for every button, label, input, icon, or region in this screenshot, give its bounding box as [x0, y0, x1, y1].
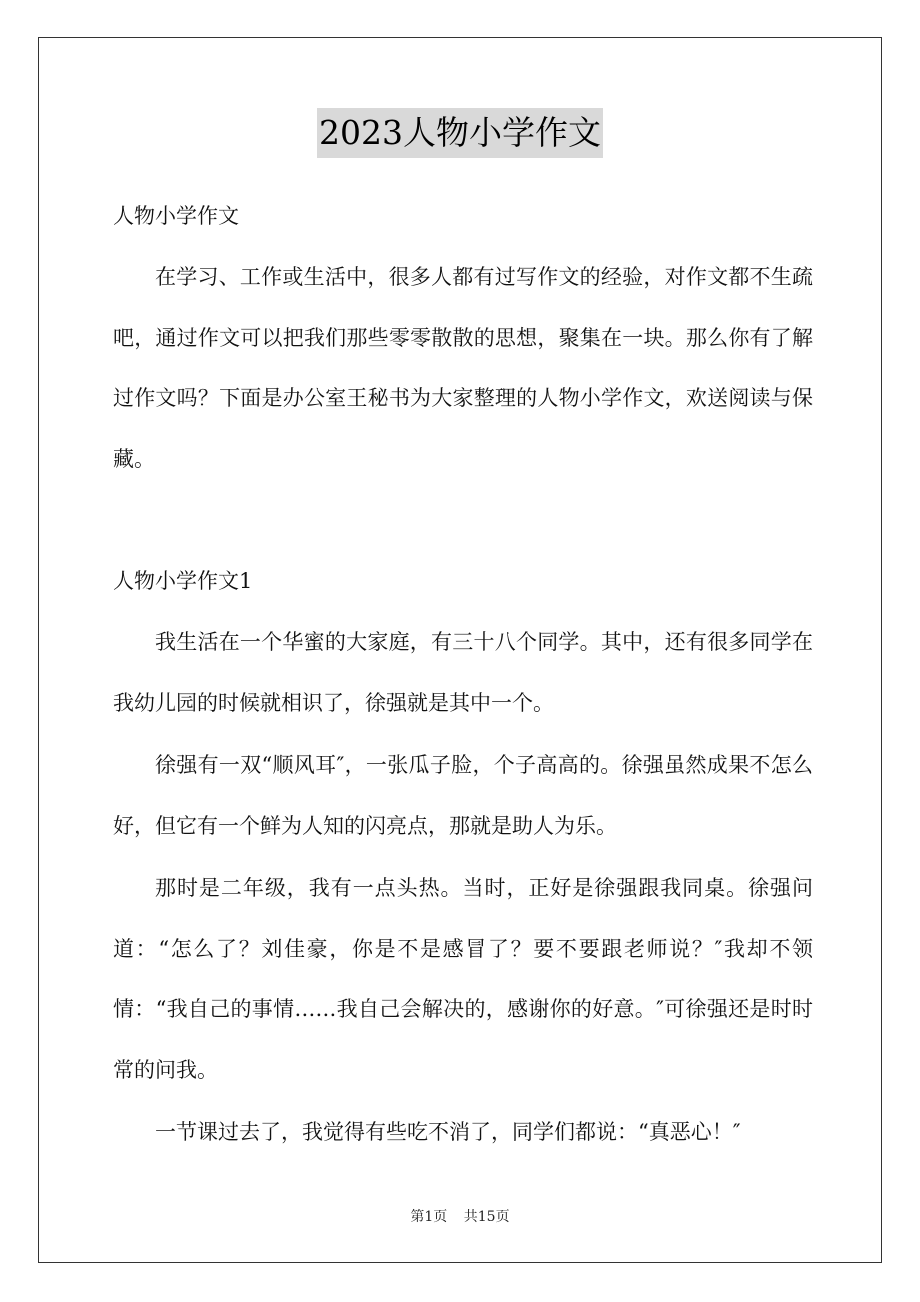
intro-heading: 人物小学作文 — [113, 204, 239, 228]
document-title: 2023人物小学作文 — [317, 108, 603, 158]
paragraph-3: 那时是二年级，我有一点头热。当时，正好是徐强跟我同桌。徐强问道：“怎么了？刘佳豪，你是不是感冒了？要不要跟老师说？″我却不领情：“我自己的事情……我自己会解决的，感谢你的好意。″可徐强还是时时常的问我。 — [113, 876, 813, 1082]
paragraph-1: 我生活在一个华蜜的大家庭，有三十八个同学。其中，还有很多同学在我幼儿园的时候就相识了，徐强就是其中一个。 — [113, 630, 813, 715]
document-body — [113, 189, 813, 1163]
page-footer — [0, 1206, 920, 1226]
page-total: 共15页 — [463, 1209, 510, 1225]
page-number: 第1页 — [410, 1209, 448, 1225]
title-container — [0, 108, 920, 158]
paragraph-4: 一节课过去了，我觉得有些吃不消了，同学们都说：“真恶心！″ — [155, 1120, 741, 1144]
section-heading: 人物小学作文1 — [113, 569, 253, 593]
intro-paragraph: 在学习、工作或生活中，很多人都有过写作文的经验，对作文都不生疏吧，通过作文可以把我们那些零零散散的思想，聚集在一块。那么你有了解过作文吗？下面是办公室王秘书为大家整理的人物小学作文，欢送阅读与保藏。 — [113, 265, 813, 471]
paragraph-2: 徐强有一双“顺风耳″，一张瓜子脸，个子高高的。徐强虽然成果不怎么好，但它有一个鲜为人知的闪亮点，那就是助人为乐。 — [113, 753, 813, 838]
